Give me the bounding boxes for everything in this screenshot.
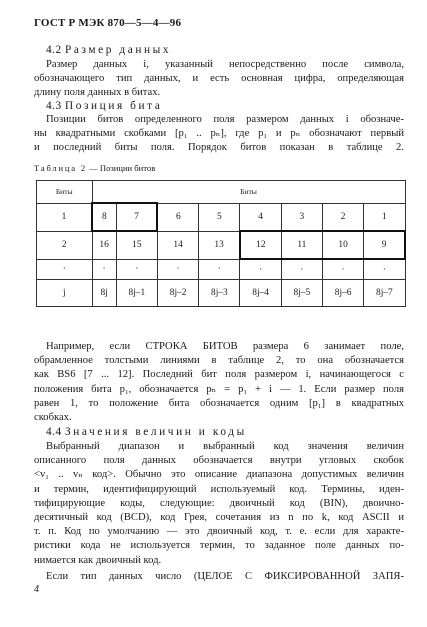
section-heading-4-4 bbox=[46, 426, 247, 438]
table-cell: 8j–6 bbox=[322, 280, 363, 307]
table-row-ellipsis bbox=[37, 259, 406, 280]
text-line: обозначающего тип данных, и есть основная цифра, определяющая bbox=[34, 73, 404, 85]
section-number: 4.3 bbox=[46, 100, 62, 112]
table-cell: 5 bbox=[199, 203, 240, 231]
paragraph-4-2 bbox=[34, 58, 404, 101]
table-row bbox=[37, 231, 406, 259]
table-header-row bbox=[37, 181, 406, 204]
table-cell: 8j–5 bbox=[281, 280, 322, 307]
text-line: положения бита p₁, обозначается pₙ = p₁ + i — 1. Если размер поля bbox=[34, 383, 404, 395]
section-heading-4-3 bbox=[46, 100, 162, 112]
text-line: <v₁ .. vₙ код>. Обычно это описание диапазона допустимых величин bbox=[34, 469, 404, 481]
paragraph-4-4 bbox=[34, 440, 404, 568]
row-label: 2 bbox=[37, 231, 93, 259]
page-number: 4 bbox=[34, 584, 39, 595]
table-cell: · bbox=[199, 259, 240, 280]
paragraph-last bbox=[46, 570, 404, 584]
table-cell: 8j–2 bbox=[157, 280, 198, 307]
text-line: т. п. Код по умолчанию — это двоичный код, т. е. если для характе- bbox=[34, 526, 404, 538]
table-cell: 7 bbox=[116, 203, 157, 231]
table-cell: · bbox=[364, 259, 405, 280]
table-cell: · bbox=[92, 259, 116, 280]
text-line: описанного поля данных обозначается внутри угловых скобок bbox=[34, 455, 404, 467]
text-line: ристики кода не используется термин, то заданное поле данных по- bbox=[34, 540, 404, 552]
table-caption bbox=[34, 163, 155, 173]
text-line: равен 1, то положение бита обозначается одним [p₁] в квадратных bbox=[34, 397, 404, 409]
table-cell: 10 bbox=[322, 231, 363, 259]
row-header-cell: Биты bbox=[37, 181, 93, 204]
column-header-cell: Биты bbox=[92, 181, 405, 204]
table-cell: 12 bbox=[240, 231, 281, 259]
section-number: 4.4 bbox=[46, 426, 62, 438]
table-cell: 8j–7 bbox=[364, 280, 405, 307]
bit-positions-table bbox=[36, 180, 406, 307]
table-cell: 11 bbox=[281, 231, 322, 259]
text-line: и термин, идентифицирующий используемый код. Термины, иден- bbox=[34, 483, 404, 495]
table-cell: · bbox=[322, 259, 363, 280]
text-line: Размер данных i, указанный непосредственно после символа, bbox=[46, 59, 404, 70]
text-line: обрамленное толстыми линиями в таблице 2, то она обозначается bbox=[34, 355, 404, 367]
document-header: ГОСТ Р МЭК 870—5—4—96 bbox=[34, 17, 182, 29]
table-row bbox=[37, 280, 406, 307]
row-label: · bbox=[37, 259, 93, 280]
table-cell: 8 bbox=[92, 203, 116, 231]
row-label: 1 bbox=[37, 203, 93, 231]
section-title: Значения величин и коды bbox=[64, 426, 247, 438]
text-line: скобках. bbox=[34, 411, 72, 423]
text-line: ны квадратными скобками [p₁ .. pₙ], где p₁ и pₙ обозначают первый bbox=[34, 128, 404, 140]
table-caption-label: Таблица 2 bbox=[34, 163, 87, 173]
section-title: Размер данных bbox=[64, 44, 172, 56]
table-cell: 8j bbox=[92, 280, 116, 307]
paragraph-example bbox=[34, 340, 404, 425]
table-row bbox=[37, 203, 406, 231]
table-cell: 14 bbox=[157, 231, 198, 259]
table-cell: 8j–4 bbox=[240, 280, 281, 307]
text-line: Позиции битов определенного поля размером данных i обозначе- bbox=[46, 114, 404, 125]
table-cell: 4 bbox=[240, 203, 281, 231]
section-title: Позиция бита bbox=[64, 100, 163, 112]
table-caption-text: — Позиции битов bbox=[86, 163, 156, 173]
row-label: j bbox=[37, 280, 93, 307]
table-cell: 13 bbox=[199, 231, 240, 259]
text-line: Если тип данных число (ЦЕЛОЕ С ФИКСИРОВАННОЙ ЗАПЯ- bbox=[46, 571, 404, 582]
section-number: 4.2 bbox=[46, 44, 62, 56]
table-cell: 8j–1 bbox=[116, 280, 157, 307]
text-line: как BS6 [7 ... 12]. Последний бит поля размером i, начинающегося с bbox=[34, 369, 404, 381]
table-cell: · bbox=[157, 259, 198, 280]
text-line: и последний биты поля. Порядок битов показан в таблице 2. bbox=[34, 142, 404, 154]
text-line: нимается как двоичный код. bbox=[34, 554, 162, 566]
text-line: Выбранный диапазон и выбранный код значения величин bbox=[46, 441, 404, 452]
text-line: десятичный код (BCD), код Грея, сочетания из n по k, код ASCII и bbox=[34, 511, 404, 523]
table-cell: 3 bbox=[281, 203, 322, 231]
table-cell: 1 bbox=[364, 203, 405, 231]
table-cell: 8j–3 bbox=[199, 280, 240, 307]
paragraph-4-3 bbox=[34, 113, 404, 156]
table-cell: 9 bbox=[364, 231, 405, 259]
table-cell: · bbox=[281, 259, 322, 280]
table-cell: 6 bbox=[157, 203, 198, 231]
text-line: длину поля данных в битах. bbox=[34, 87, 161, 99]
table-cell: 2 bbox=[322, 203, 363, 231]
table-cell: 15 bbox=[116, 231, 157, 259]
table-cell: · bbox=[116, 259, 157, 280]
text-line: Например, если СТРОКА БИТОВ размера 6 занимает поле, bbox=[46, 341, 404, 352]
section-heading-4-2 bbox=[46, 44, 171, 56]
text-line: тифицирующие коды, следующие: двоичный код (BIN), двоично- bbox=[34, 497, 404, 509]
table-cell: 16 bbox=[92, 231, 116, 259]
table-cell: · bbox=[240, 259, 281, 280]
